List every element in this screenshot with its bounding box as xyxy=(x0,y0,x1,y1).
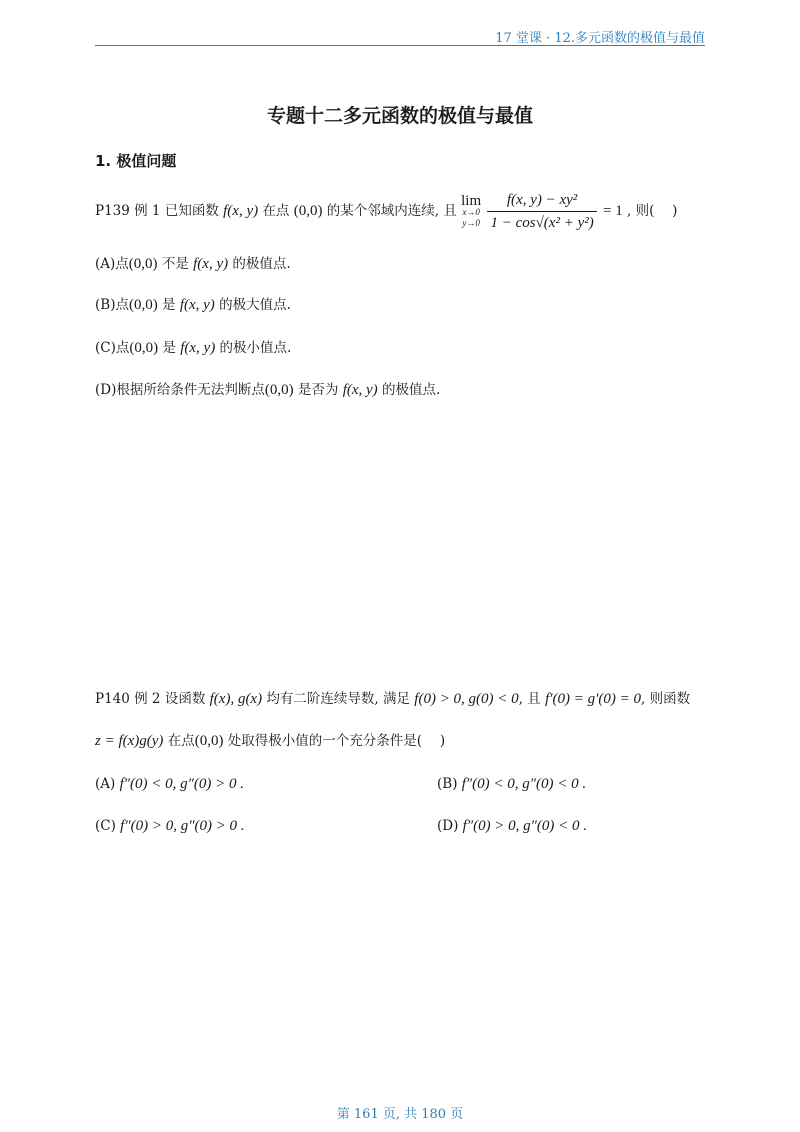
option-label: (A)点 xyxy=(95,256,129,272)
problem-1-point: (0,0) xyxy=(293,203,323,219)
option-point: (0,0) xyxy=(129,340,159,356)
option-label: (D)根据所给条件无法判断点 xyxy=(95,382,265,398)
option-point: (0,0) xyxy=(264,382,294,398)
option-2a xyxy=(95,774,244,794)
option-label: (C) xyxy=(95,818,116,834)
problem-1-text-b: 的某个邻域内连续, 且 xyxy=(326,203,457,219)
lim-sub-y: y→0 xyxy=(462,217,480,228)
limit-fraction xyxy=(487,191,596,232)
option-expr: f″(0) < 0, g″(0) < 0 . xyxy=(461,776,587,792)
option-1c xyxy=(95,338,291,358)
option-point: (0,0) xyxy=(128,297,158,313)
problem-2-tail: , 则函数 xyxy=(641,691,691,707)
option-tail: 的极大值点. xyxy=(219,297,291,313)
lim-sub-x: x→0 xyxy=(462,206,480,217)
option-tail: 的极值点. xyxy=(232,256,291,272)
limit-equals: = 1 xyxy=(603,203,623,219)
running-header: 17 堂课 · 12.多元函数的极值与最值 xyxy=(495,31,705,46)
option-point: (0,0) xyxy=(128,256,158,272)
problem-1-prefix: P139 例 1 已知函数 xyxy=(95,203,219,219)
option-2c xyxy=(95,816,245,836)
limit-operator xyxy=(461,192,482,229)
page-footer: 第 161 页, 共 180 页 xyxy=(336,1107,464,1122)
option-mid: 是 xyxy=(162,297,176,313)
option-func: f(x, y) xyxy=(179,297,215,313)
option-1d xyxy=(95,380,440,400)
problem-1-func: f(x, y) xyxy=(223,203,259,219)
header-rule xyxy=(95,45,705,46)
problem-2-line-2 xyxy=(95,731,445,751)
option-mid: 不是 xyxy=(161,256,189,272)
option-label: (B)点 xyxy=(95,297,129,313)
option-func: f(x, y) xyxy=(193,256,229,272)
problem-2-line-1 xyxy=(95,689,690,709)
option-label: (B) xyxy=(437,776,458,792)
option-mid: 是 xyxy=(162,340,176,356)
fraction-numerator: f(x, y) − xy² xyxy=(487,191,596,212)
problem-2-line2-tail: 处取得极小值的一个充分条件是( ) xyxy=(227,733,446,749)
problem-2-line2-mid: 在点 xyxy=(167,733,195,749)
option-label: (A) xyxy=(95,776,116,792)
problem-1-text-a: 在点 xyxy=(262,203,290,219)
section-heading: 1. 极值问题 xyxy=(95,152,177,170)
problem-2-mid: 均有二阶连续导数, 满足 xyxy=(266,691,410,707)
option-2b xyxy=(437,774,586,794)
problem-1-statement xyxy=(95,191,677,232)
option-1b xyxy=(95,295,291,315)
option-expr: f″(0) < 0, g″(0) > 0 . xyxy=(119,776,244,792)
problem-2-cond2: f′(0) = g′(0) = 0 xyxy=(545,691,642,707)
option-func: f(x, y) xyxy=(180,340,216,356)
page-title: 专题十二多元函数的极值与最值 xyxy=(266,105,533,127)
problem-2-prefix: P140 例 2 设函数 xyxy=(95,691,206,707)
problem-2-funcs: f(x), g(x) xyxy=(209,691,263,707)
problem-2-mid2: , 且 xyxy=(518,691,541,707)
option-label: (C)点 xyxy=(95,340,130,356)
option-expr: f″(0) > 0, g″(0) > 0 . xyxy=(120,818,245,834)
lim-word: lim xyxy=(461,192,482,209)
option-2d xyxy=(437,816,587,836)
problem-1-suffix: , 则( ) xyxy=(627,203,678,219)
option-mid: 是否为 xyxy=(297,382,339,398)
problem-2-expr: z = f(x)g(y) xyxy=(95,733,164,749)
option-1a xyxy=(95,254,291,274)
option-tail: 的极值点. xyxy=(381,382,441,398)
problem-2-point: (0,0) xyxy=(194,733,224,749)
fraction-denominator: 1 − cos√(x² + y²) xyxy=(490,215,594,231)
option-expr: f″(0) > 0, g″(0) < 0 . xyxy=(462,818,588,834)
problem-2-cond: f(0) > 0, g(0) < 0 xyxy=(414,691,519,707)
option-tail: 的极小值点. xyxy=(219,340,292,356)
option-func: f(x, y) xyxy=(342,382,378,398)
option-label: (D) xyxy=(437,818,459,834)
